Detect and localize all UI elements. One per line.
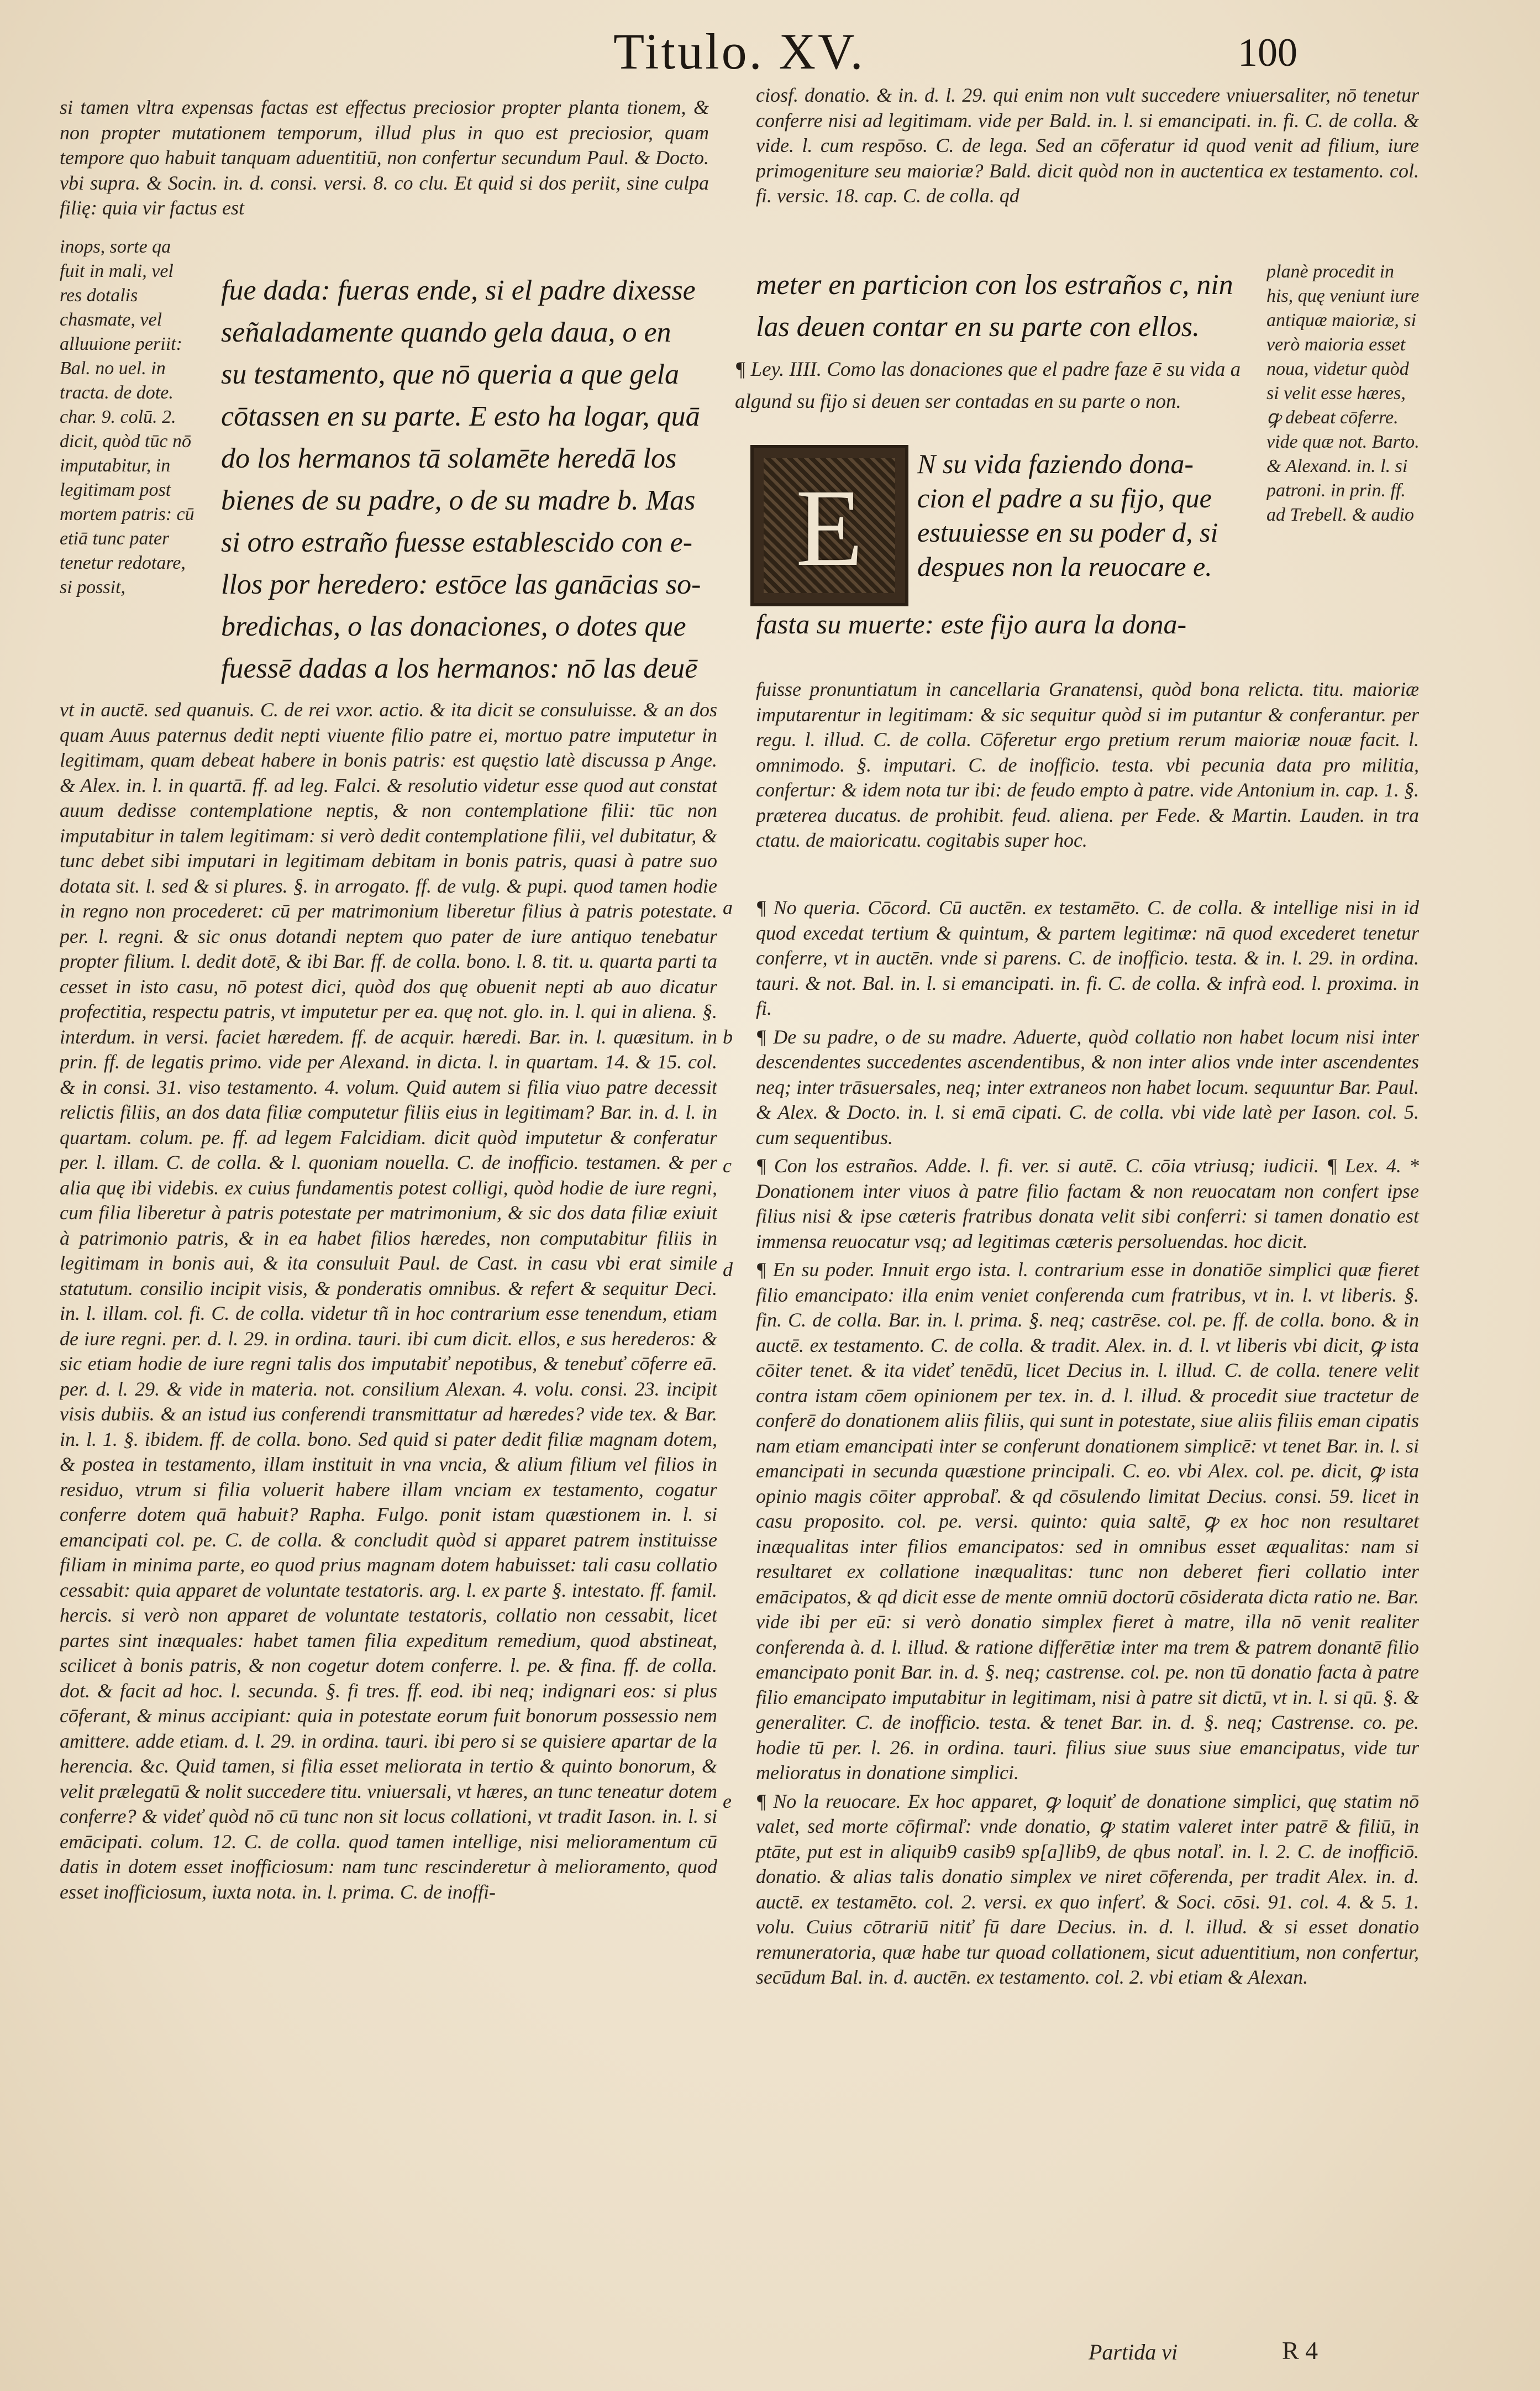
law-rubric-text: ¶ Ley. IIII. Como las donaciones que el padre faze ē su vida a algund su fijo si deuen ser contadas en su parte o non.	[735, 358, 1241, 413]
note-marker: a	[723, 896, 733, 919]
note-d	[723, 1257, 1419, 1786]
spanish-line: cion el padre a su fijo, que	[917, 483, 1212, 513]
spanish-line: llos por heredero: estōce las ganācias so-	[221, 569, 701, 600]
note-text: ¶ No la reuocare. Ex hoc apparet, ꝙ loquiť de donatione simplici, quę statim nō valet, sed morte cōfirmaľ: vnde donatio, ꝙ statim valeret inter patrē & filiū, in ptāte, put est in aliquib9 casib9 sp[a]lib9, de qbus notaľ. in. l. 2. C. de inofficiō. donatio. & alias talis donatio simplex ve niret cōferenda, per tradit Alex. in. d. auctē. ex testamēto. col. 2. versi. ex quo inferť. & Soci. cōsi. 91. col. 4. & 5. 1. volu. Cuius cōtrariū nitiť fū dare Decius. in. d. l. illud. & si esset donatio remuneratoria, quæ habe tur quoad collationem, sicut aduentitium, non confertur, secūdum Bal. in. d. auctēn. ex testamento. col. 2. vbi etiam & Alexan.	[756, 1790, 1419, 1988]
right-top-gloss	[756, 83, 1419, 265]
spanish-line: cōtassen en su parte. E esto ha logar, quā	[221, 401, 700, 432]
left-intro-text: si tamen vltra expensas factas est effectus preciosior propter planta tionem, & non propter mutationem temporum, illud plus in quo est preciosior, quam tempore quo habuit tanquam aduentitiū, non confertur secundum Paul. & Docto. vbi supra. & Socin. in. d. consi. versi. 8. co clu. Et quid si dos periit, sine culpa filię: quia vir factus est	[60, 96, 709, 219]
folio-number: 100	[1238, 30, 1297, 75]
spanish-line: fue dada: fueras ende, si el padre dixesse	[221, 275, 696, 306]
note-e	[723, 1789, 1419, 1990]
right-after-law-text: fuisse pronuntiatum in cancellaria Granatensi, quòd bona relicta. titu. maioriæ imputarentur in legitimam: & sic sequitur quòd si im putantur & conferantur. per regu. l. illud. C. de colla. Cōferetur ergo pretium rerum maioriæ nouæ facit. l. omnimodo. §. imputari. C. de inofficio. testa. vbi pecunia data pro militia, confertur: & idem nota tur ibi: de feudo empto à patre. vide Antonium in. cap. 1. §. præterea ducatus. de prohibit. feud. aliena. per Fede. & Martin. Lauden. in tra ctatu. de maioricatu. cogitabis super hoc.	[756, 678, 1419, 851]
initial-letter: E	[795, 467, 864, 589]
signature-line: Partida vi	[1089, 2340, 1178, 2364]
law-rubric	[735, 354, 1254, 448]
note-text: ¶ Con los estraños. Adde. l. fi. ver. si autē. C. cōia vtriusq; iudicii. ¶ Lex. 4. * Donationem inter viuos à patre filio factam & non reuocatam non confert ipse filius nisi & ipse cæteris fratribus donata velit sibi conferri: si tamen donatio est immensa reuocatur vsq; ad legitimas cæteris persoluendas. hoc dicit.	[756, 1155, 1419, 1252]
spanish-line: fuessē dadas a los hermanos: nō las deuē	[221, 653, 698, 684]
note-b	[723, 1025, 1419, 1151]
note-a	[723, 895, 1419, 1021]
left-side-gloss-text: inops, sorte qa fuit in mali, vel res dotalis chasmate, vel alluuione periit: Bal. no uel. in tracta. de dote. char. 9. colū. 2. dicit, quòd tūc nō imputabitur, in legitimam post mortem patris: cū etiā tunc pater tenetur redotare, si possit,	[60, 237, 195, 597]
note-text: ¶ De su padre, o de su madre. Aduerte, quòd collatio non habet locum nisi inter descendentes succedentes ascendentibus, & non inter alios vnde inter ascendentes neq; inter trāsuersales, neq; inter extraneos non habet locum. sequuntur Bar. Paul. & Alex. & Docto. in. l. si emā cipati. C. de colla. vbi vide latè per Iason. col. 5. cum sequentibus.	[756, 1025, 1419, 1149]
spanish-line: do los hermanos tā solamēte heredā los	[221, 443, 677, 474]
decorated-initial	[750, 445, 908, 606]
spanish-line: fasta su muerte: este fijo aura la dona-	[756, 609, 1187, 639]
spanish-line: señaladamente quando gela daua, o en	[221, 317, 671, 348]
right-after-law-gloss	[756, 677, 1419, 893]
left-intro-gloss	[60, 95, 709, 233]
note-marker: c	[723, 1155, 732, 1177]
law-four-last-line	[756, 607, 1264, 646]
note-c	[723, 1153, 1419, 1254]
note-text: ¶ No queria. Cōcord. Cū auctēn. ex testamēto. C. de colla. & intellige nisi in id quod excedat tertium & quintum, & partem legitimæ: nā quod excederet tenetur conferre, vt in auctēn. vnde si parens. C. de inofficio. testa. & in. l. 29. in ordina. tauri. & not. Bal. in. l. si emancipati. in. fi. C. de colla. & infrà eod. l. proxima. in fi.	[756, 896, 1419, 1019]
spanish-line: su testamento, que nō queria a que gela	[221, 359, 679, 390]
right-side-gloss-text: planè procedit in his, quę veniunt iure antiquæ maioriæ, si verò maioria esset noua, videtur quòd si velit esse hæres, ꝙ debeat cōferre. vide quæ not. Barto. & Alexand. in. l. si patroni. in prin. ff. ad Trebell. & audio	[1266, 261, 1420, 525]
note-marker: b	[723, 1025, 733, 1048]
signature-mark: R 4	[1282, 2336, 1318, 2364]
page-header	[0, 22, 1540, 83]
note-text: ¶ En su poder. Innuit ergo ista. l. contrarium esse in donatiōe simplici quæ fieret filio emancipato: illa enim veniet conferenda cum fratribus, vt in. l. vt liberis. §. fin. C. de colla. Bar. in. l. prima. §. neq; castrēse. col. pe. ff. de colla. bono. & in auctē. ex testamento. C. de colla. & tradit. Alex. in. d. l. vt liberis vbi dicit, ꝙ ista cōiter tenet. & ita videť tenēdū, licet Decius in. l. illud. C. de colla. tenere velit contra istam cōem opinionem per tex. in. d. l. illud. & procedit siue tractetur de conferē do donationem aliis filiis, qui sunt in potestate, siue aliis filiis eman cipatis nam etiam emancipati inter se conferunt donationem simplicē: vt tenet Bar. in. l. si emancipati in secunda quæstione principali. C. eo. vbi Alex. col. pe. dicit, ꝙ ista opinio magis cōiter approbaľ. & qd cōsulendo limitat Decius. consi. 59. licet in casu proposito. col. pe. versi. quinto: quia saltē, ꝙ ex hoc non resultaret inæqualitas inter filios emancipatos: sed in omnibus esset æqualitas: nam si resultaret ex collatione inæqualitas: tunc non deberet fieri collatio inter emācipatos, & qd dicit esse de mente omniū doctorū cōsiderata dicta ratio ne. Bar. vide ibi per eū: si verò donatio simplex fieret à matre, illa nō venit realiter conferenda à. d. l. illud. & ratione differētiæ inter ma trem & patrem donantē filio emancipato ponit Bar. in. d. §. neq; castrense. col. pe. non tū donatio facta à patre filio emancipato imputabitur in legitimam, nisi à patre sit dictū, vt in. l. si qū. §. & generaliter. C. de inofficio. testa. & tenet Bar. in. d. §. neq; Castrense. co. pe. hodie tū per. l. 26. in ordina. tauri. filius siue suus siue emancipatus, vide tur melioratus in donatione simplici.	[756, 1259, 1419, 1784]
law-four-text	[917, 447, 1260, 623]
left-latin-commentary	[60, 698, 717, 2311]
note-marker: d	[723, 1259, 733, 1281]
left-commentary-text: vt in auctē. sed quanuis. C. de rei vxor. actio. & ita dicit se consuluisse. & an dos quam Auus paternus dedit nepti viuente filio patre ei, mortuo patre imputetur in legitimam, quam debeat habere in bonis patris: est quęstio latè discussa p Ange. & Alex. in. l. in quartā. ff. ad leg. Falci. & resolutio videtur esse quod aut constat auum dedisse contemplatione neptis, & non contemplatione filii: tūc non imputabitur in talem legitimam: si verò dedit contemplatione filii, vel dubitatur, & tunc debet sibi imputari in legitimam debitam in bonis patris, quasi à patre suo dotata sit. l. sed & si plures. §. in arrogato. ff. de vulg. & pupi. quod tamen hodie in regno non procederet: cū per matrimonium liberetur filius à patris potestate. per. l. regni. & sic onus dotandi neptem quo pater de iure antiquo tenebatur propter filium. l. dedit dotē, & ibi Bar. ff. de colla. bono. l. 8. tit. u. quarta parti ta cesset in isto casu, nō potest dici, quòd dos quę obuenit nepti ab auo dicatur profectitia, respectu patris, vt imputetur per ea. quę not. glo. in. l. qui in aliena. §. interdum. in versi. faciet hæredem. ff. de acquir. hæredi. Bar. in. l. quæsitum. in prin. ff. de legatis primo. vide per Alexand. in dicta. l. in quartam. 14. & 15. col. & in consi. 31. viso testamento. 4. volum. Quid autem si filia viuo patre decessit relictis filiis, an dos data filiæ computetur filiis eius in legitimam? Bar. in. d. l. in quartam. colum. pe. ff. ad legem Falcidiam. dicit quòd imputetur & conferatur per. l. illam. C. de colla. & l. quoniam nouella. C. de inofficio. testamen. & per alia quę ibi videbis. ex cuius fundamentis potest colligi, quòd hodie de iure regni, cum filia liberetur à patris potestate per matrimonium, & sic dos data filiæ exiuit à patrimonio patris, & in ea habet filios hæredes, non computabitur filiis in legitimam in bonis aui, & ita consuluit Paul. de Cast. in casu vbi erat simile statutum. consilio incipit visis, & ponderatis omnibus. & refert & sequitur Deci. in. l. illam. col. fi. C. de colla. videtur tñ in hoc contrarium esse tenendum, etiam de iure regni. per. d. l. 29. in ordina. tauri. ibi cum dicit. ellos, e sus herederos: & sic etiam hodie de iure regni talis dos imputabiť nepotibus, & tenebuť cōferre eā. per. d. l. 29. & vide in materia. not. consilium Alexan. 4. volu. consi. 23. incipit visis dubiis. & an istud ius conferendi transmittatur ad hæredes? vide tex. & Bar. in. l. 1. §. ibidem. ff. de colla. bono. Sed quid si pater dedit filiæ magnam dotem, & postea in testamento, illam instituit in vna vncia, & alium filium vel filios in residuo, vtrum si filia voluerit habere illam vnciam ex testamento, cogatur conferre dotem quā habuit? Rapha. Fulgo. ponit istam quæstionem in. l. si emancipati col. pe. C. de colla. & concludit quòd si apparet patrem instituisse filiam in minima parte, eo quod prius magnam dotem habuisset: tali casu collatio cessabit: quia apparet de voluntate testatoris. arg. l. ex parte §. intestato. ff. famil. hercis. si verò non apparet de voluntate testatoris, collatio non cessabit, licet partes sint inæquales: habet tamen filia expeditum remedium, quod abstineat, scilicet à bonis patris, & non cogetur dotem conferre. l. pe. & fina. ff. de colla. dot. & facit ad hoc. l. secunda. §. fi tres. ff. eod. ibi neq; indignari eos: si plus cōferant, & minus accipiant: quia in potestate eorum fuit bonorum possessio nem amittere. adde etiam. d. l. 29. in ordina. tauri. ibi pero si se quisiere apartar de la herencia. &c. Quid tamen, si filia esset meliorata in tertio & quinto bonorum, & velit prælegatū & nolit succedere titu. vniuersali, vt hæres, an tunc teneatur dotem conferre? & videť quòd nō cū tunc non sit locus collationi, vt tradit Iason. in. l. si emācipati. colum. 12. C. de colla. quod tamen intellige, nisi melioramentum cū datis in dotem esset inofficiosum: nam tunc rescinderetur à melioramento, quod esset inofficiosum, iuxta nota. in. l. prima. C. de inoffi-	[60, 699, 717, 1903]
spanish-line: meter en particion con los estraños c, nin	[756, 269, 1233, 301]
right-top-gloss-text: ciosf. donatio. & in. d. l. 29. qui enim non vult succedere vniuersaliter, nō tenetur conferre nisi ad legitimam. vide per Bald. in. l. si emancipati. in. fi. C. de colla. & vide. l. cum respōso. C. de lega. Sed an cōferatur id quod venit ad filium, iure primogeniture seu maioriæ? Bald. dicit quòd non in auctentica ex testamento. col. fi. versic. 18. cap. C. de colla. qd	[756, 84, 1419, 207]
spanish-line: estuuiesse en su poder d, si	[917, 517, 1218, 548]
left-spanish-law-text	[221, 270, 718, 695]
note-marker: e	[723, 1790, 732, 1812]
right-spanish-continuation	[756, 264, 1253, 353]
right-side-gloss	[1266, 260, 1421, 719]
spanish-line: bienes de su padre, o de su madre b. Mas	[221, 485, 696, 516]
lettered-notes	[723, 895, 1419, 2327]
spanish-line: las deuen contar en su parte con ellos.	[756, 311, 1200, 343]
spanish-line: si otro estraño fuesse establescido con e-	[221, 527, 693, 558]
left-side-gloss	[60, 235, 199, 694]
spanish-line: N su vida faziendo dona-	[917, 448, 1194, 479]
running-title: Titulo. XV.	[613, 23, 865, 80]
spanish-line: bredichas, o las donaciones, o dotes que	[221, 611, 686, 642]
spanish-line: despues non la reuocare e.	[917, 551, 1212, 582]
